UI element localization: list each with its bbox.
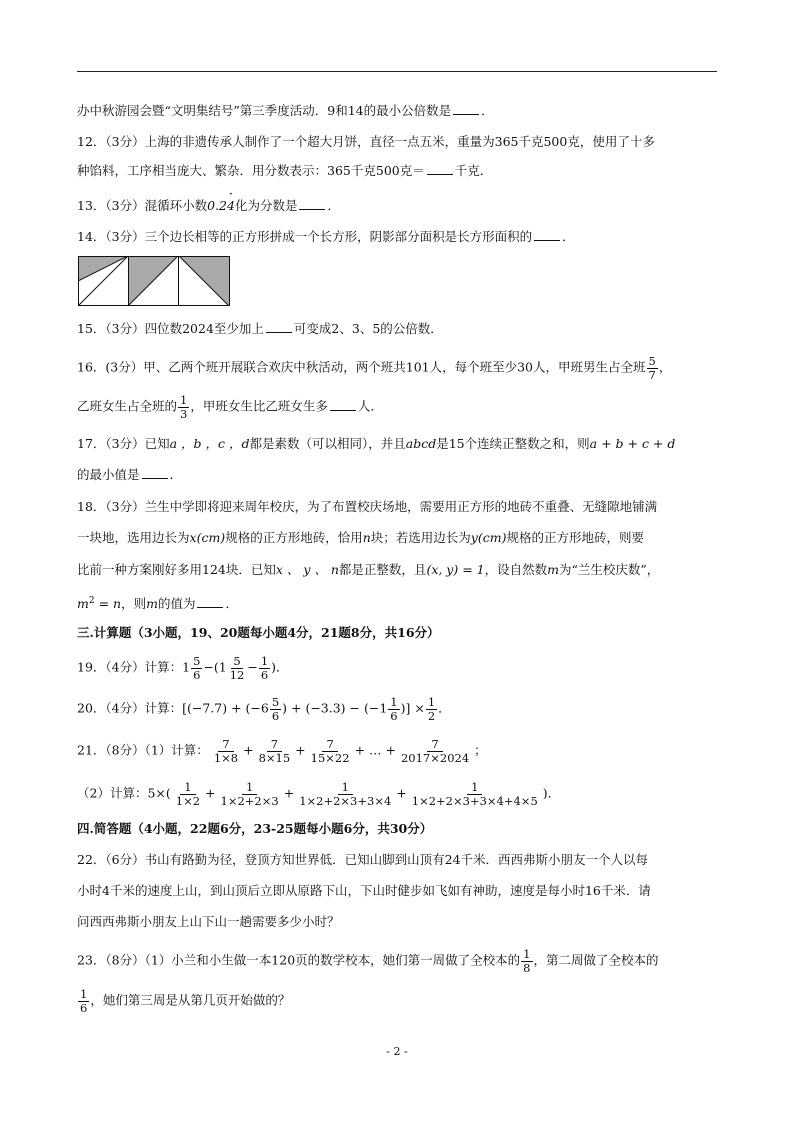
q18-line-1: 18．（3分）兰生中学即将迎来周年校庆，为了布置校庆场地，需要用正方形的地砖不重叠、无缝隙地铺满 (77, 499, 658, 514)
section-4-heading: 四.简答题（4小题，22题6分，23-25题每小题6分，共30分） (77, 821, 433, 836)
header-rule (77, 71, 717, 72)
section-3-heading: 三.计算题（3小题，19、20题每小题4分，21题8分，共16分） (77, 625, 440, 640)
q17-line-1: 17．（3分）已知a ，b ，c ，d都是素数（可以相同），并且abcd是15个连续正整数之和，则a + b + c + d (77, 436, 676, 451)
q23-line-1: 23．（8分）（1）小兰和小生做一本120页的数学校本，她们第一周做了全校本的 $\frac{1}{8}$ ，第二周做了全校本的 (77, 947, 659, 975)
q18-line-2: 一块地，选用边长为x(cm)规格的正方形地砖，恰用n块；若选用边长为y(cm)规格的正方形地砖，则要 (77, 530, 644, 545)
q22-line-3: 问西西弗斯小朋友上山下山一趟需要多少小时？ (77, 914, 340, 929)
q18-line-4: $m^2 = n$，则m的值为 ． (77, 596, 238, 612)
q23-line-2: $\frac{1}{6}$ ，她们第三周是从第几页开始做的？ (80, 987, 291, 1015)
q20: 20．（4分）计算：[(−7.7) + (−6 $\frac{5}{6}$ ) + (−3.3) − (−1 $\frac{1}{6}$ )] × $\frac{1}{2}$ ． (77, 695, 451, 723)
fraction-5-7: $\frac{5}{7}$ (648, 354, 656, 382)
q22-line-1: 22．（6分）书山有路勤为径，登顶方知世界低．已知山脚到山顶有24千米．西西弗斯小朋友一个人以每 (77, 852, 649, 867)
q15: 15．（3分）四位数2024至少加上 可变成2、3、5的公倍数． (77, 321, 443, 336)
q17-line-2: 的最小值是 ． (77, 467, 183, 482)
q21-part-2: （2）计算：5×( $\frac{1}{1\times 2}$ + $\frac{1}{1\times 2+2\times 3}$ + $\frac{1}{1\times 2+2\times 3+3\times 4}$ + $\frac{1}{1\times 2+2\times 3+3\times 4+4\times 5}$ )． (77, 780, 561, 808)
q22-line-2: 小时4千米的速度上山，到山顶后立即从原路下山，下山时健步如飞如有神助，速度是每小时16千米．请 (77, 883, 651, 898)
fraction-1-3: $\frac{1}{3}$ (180, 393, 188, 421)
q19: 19．（4分）计算：1 $\frac{5}{6}$ −(1 $\frac{5}{12}$ − $\frac{1}{6}$ )． (77, 654, 289, 682)
fraction-1-8: $\frac{1}{8}$ (523, 947, 531, 975)
q12-line-2: 种馅料，工序相当庞大、繁杂．用分数表示：365千克500克＝ 千克． (77, 163, 493, 178)
three-squares-figure (78, 256, 230, 306)
q18-line-3: 比前一种方案刚好多用124块．已知x 、 y 、 n都是正整数，且(x, y) = 1，设自然数m为“兰生校庆数”， (77, 562, 660, 577)
fraction-1-6: $\frac{1}{6}$ (80, 987, 88, 1015)
q16-line-1: 16．(3分）甲、乙两个班开展联合欢庆中秋活动，两个班共101人，每个班至少30人，甲班男生占全班 $\frac{5}{7}$ ， (77, 354, 672, 382)
q14: 14．（3分）三个边长相等的正方形拼成一个长方形，阴影部分面积是长方形面积的 ． (77, 229, 575, 244)
page-number: - 2 - (386, 1045, 408, 1058)
q16-line-2: 乙班女生占全班的 $\frac{1}{3}$ ，甲班女生比乙班女生多 人． (77, 393, 383, 421)
q13: 13．（3分）混循环小数0.2· 4化为分数是 ． (77, 197, 340, 215)
q21-part-1: 21．（8分）（1）计算： $\frac{7}{1\times 8}$ + $\frac{7}{8\times 15}$ + $\frac{7}{15\times 22}$ + … + $\frac{7}{2017\times 2024}$ ； (77, 737, 487, 765)
q12-line-1: 12．（3分）上海的非遗传承人制作了一个超大月饼，直径一点五米，重量为365千克500克，使用了十多 (77, 134, 655, 149)
line-q11-tail: 办中秋游园会暨“文明集结号”第三季度活动．9和14的最小公倍数是 ． (77, 103, 494, 118)
